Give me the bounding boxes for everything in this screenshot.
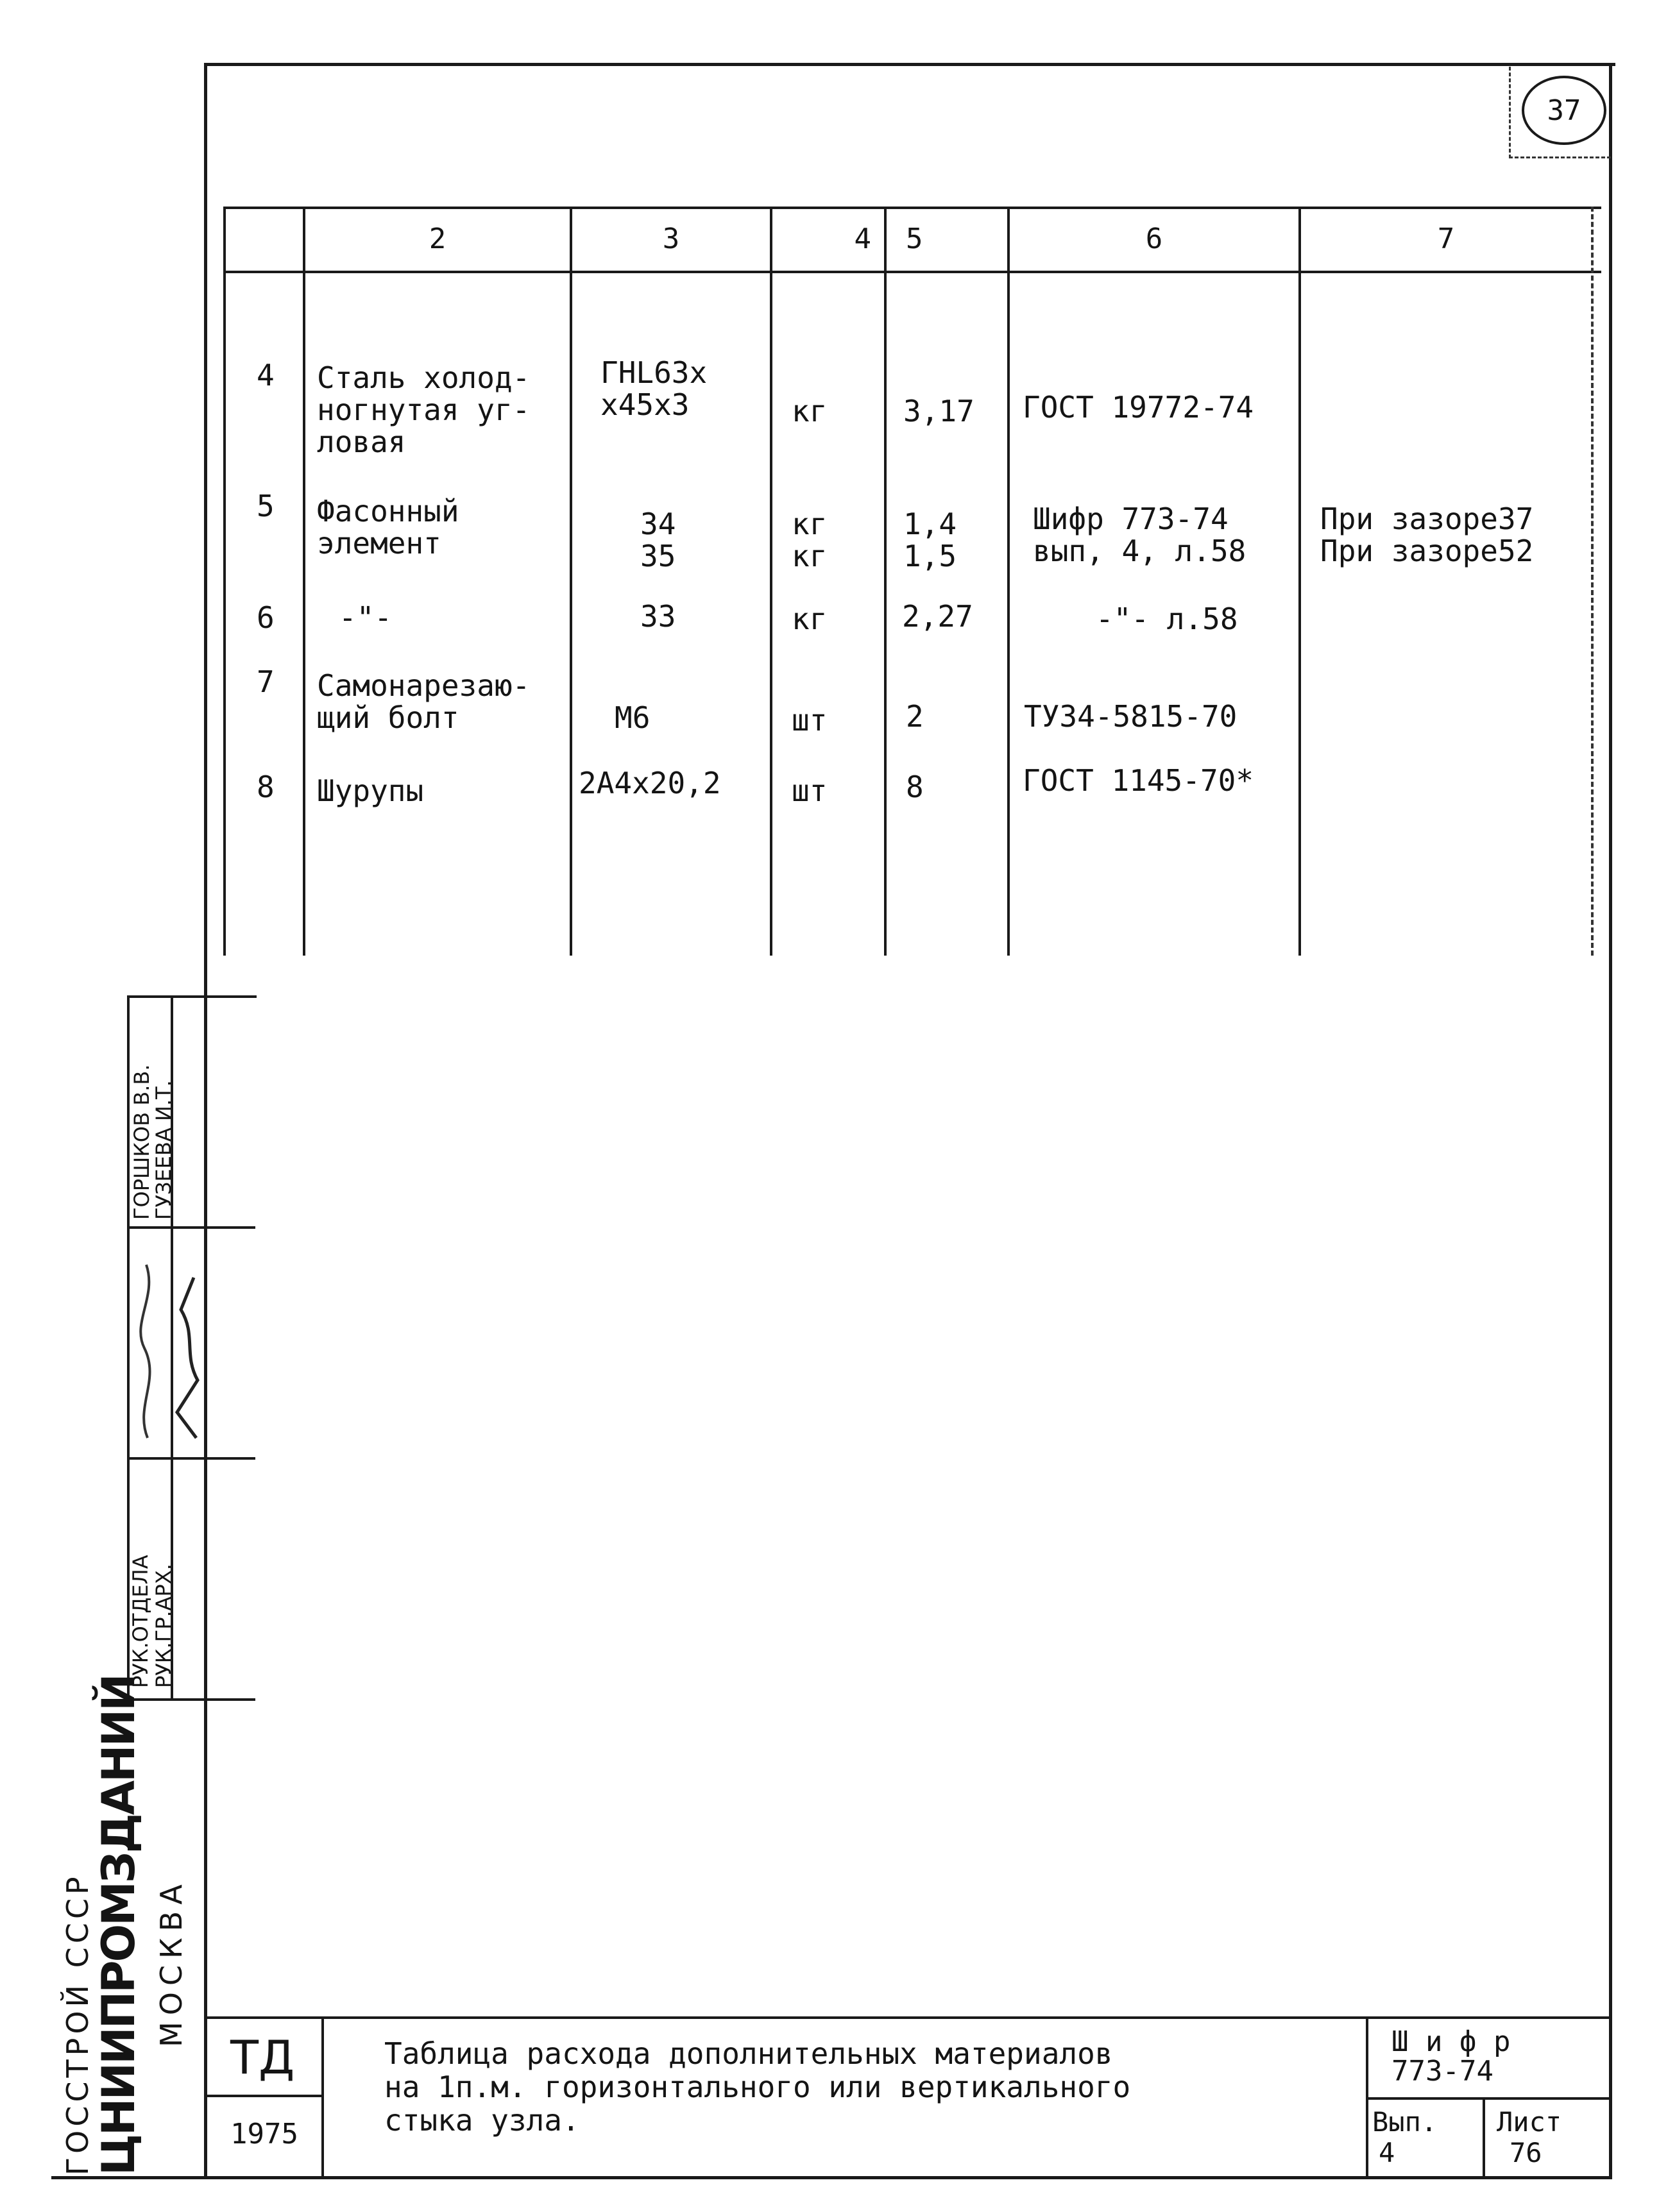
stamp-hline-2 xyxy=(127,1457,255,1460)
col-header-2: 2 xyxy=(429,222,447,255)
stamp-position-group-architect: РУК.ГР.АРХ. xyxy=(151,1564,176,1688)
table-row-doc: ТУ34-5815-70 xyxy=(1024,699,1238,734)
stamp-top-line xyxy=(128,995,257,998)
stamp-hline-1 xyxy=(127,1226,255,1229)
col-sep-1 xyxy=(303,207,305,956)
table-row-num: 4 xyxy=(257,358,275,393)
col-sep-2 xyxy=(570,207,572,956)
issue-label: Вып. xyxy=(1372,2106,1438,2138)
table-row-qty: 2 xyxy=(906,699,924,734)
col-sep-6 xyxy=(1298,207,1301,956)
col-header-4: 4 xyxy=(854,222,871,255)
col-sep-3 xyxy=(770,207,772,956)
col-sep-4 xyxy=(884,207,887,956)
table-row-num: 5 xyxy=(257,489,275,523)
col-sep-5 xyxy=(1007,207,1010,956)
signature-1 xyxy=(128,1252,173,1444)
table-row-doc: ГОСТ 19772-74 xyxy=(1023,390,1254,425)
sheet-value: 76 xyxy=(1510,2137,1542,2168)
table-row-mark: М6 xyxy=(615,700,651,735)
org-name: ЦНИИПРОМЗДАНИЙ xyxy=(92,1675,145,2175)
table-row-unit: кг кг xyxy=(792,507,828,573)
title-block-hline-left xyxy=(207,2095,321,2097)
table-row-num: 8 xyxy=(257,770,275,804)
cipher-label: Ш и ф р xyxy=(1391,2025,1511,2058)
doc-code: ТД xyxy=(230,2030,295,2084)
col-sep-7 xyxy=(1591,207,1594,956)
table-row-qty: 3,17 xyxy=(903,394,974,428)
cipher-value: 773-74 xyxy=(1391,2055,1493,2088)
table-row-mark: 2А4х20,2 xyxy=(579,766,721,800)
title-block xyxy=(207,2016,1612,2179)
title-block-vline-1 xyxy=(321,2016,324,2179)
table-row-unit: кг xyxy=(792,602,828,636)
org-city: МОСКВА xyxy=(154,1878,189,2047)
approval-stamp xyxy=(51,995,207,2175)
stamp-name-2: ГУЗЕЕВА И.Т. xyxy=(151,1080,176,1220)
page-number: 37 xyxy=(1522,76,1606,145)
table-row-doc: Шифр 773-74 вып, 4, л.58 xyxy=(1033,502,1246,568)
table-row-unit: кг xyxy=(792,394,828,428)
table-row-name: Фасонный элемент xyxy=(317,494,459,561)
org-ministry: ГОССТРОЙ СССР xyxy=(60,1873,95,2175)
title-block-vline-3 xyxy=(1483,2097,1485,2179)
table-row-mark: ГНL63х х45х3 xyxy=(600,355,708,422)
table-row-qty: 8 xyxy=(906,770,924,804)
signature-2 xyxy=(171,1265,207,1444)
title-block-hline-right xyxy=(1366,2097,1612,2100)
table-row-unit: шт xyxy=(792,703,828,738)
stamp-name-1: ГОРШКОВ В.В. xyxy=(130,1064,154,1220)
table-row-num: 6 xyxy=(257,600,275,635)
materials-table xyxy=(223,207,1601,956)
title-block-top-line xyxy=(207,2016,1612,2019)
col-header-5: 5 xyxy=(906,222,923,255)
table-header-line xyxy=(223,271,1601,273)
issue-value: 4 xyxy=(1379,2137,1395,2168)
table-row-unit: шт xyxy=(792,773,828,808)
sheet-label: Лист xyxy=(1497,2106,1562,2138)
frame-right-border xyxy=(1609,63,1612,2179)
table-row-qty: 2,27 xyxy=(902,599,973,634)
table-row-qty: 1,4 1,5 xyxy=(903,507,957,573)
table-row-doc: -"- л.58 xyxy=(1096,602,1238,636)
table-row-num: 7 xyxy=(257,664,275,699)
table-row-mark: 34 35 xyxy=(640,507,676,573)
table-row-doc: ГОСТ 1145-70* xyxy=(1023,763,1254,798)
frame-top-border xyxy=(204,63,1615,66)
col-header-6: 6 xyxy=(1145,222,1163,255)
table-row-note: При зазоре37 При зазоре52 xyxy=(1320,502,1534,568)
table-row-name: Самонарезаю- щий болт xyxy=(317,668,531,735)
table-row-name: Сталь холод- ногнутая уг- ловая xyxy=(317,360,531,459)
col-header-3: 3 xyxy=(662,222,680,255)
table-row-mark: 33 xyxy=(640,599,676,634)
table-row-name: -"- xyxy=(339,600,393,635)
doc-title: Таблица расхода дополнительных материалов на 1п.м. горизонтального или вертикального стыка узла. xyxy=(384,2036,1131,2138)
doc-year: 1975 xyxy=(230,2118,298,2150)
table-row-name: Шурупы xyxy=(317,773,424,808)
col-header-7: 7 xyxy=(1437,222,1455,255)
table-left-line xyxy=(223,207,226,956)
stamp-hline-3 xyxy=(127,1698,255,1701)
stamp-position-head: РУК.ОТДЕЛА xyxy=(128,1555,153,1688)
